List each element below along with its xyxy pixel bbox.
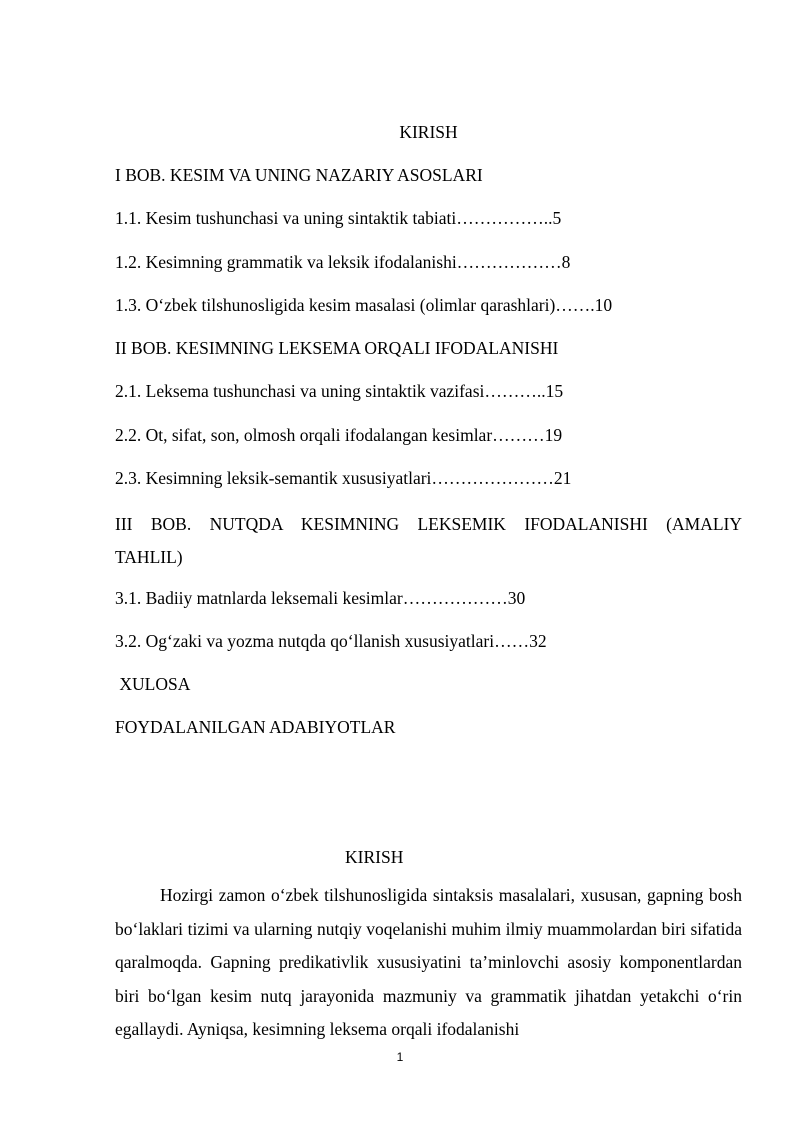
- intro-paragraph: Hozirgi zamon o‘zbek tilshunosligida sintaksis masalalari, xususan, gapning bosh bo‘laklari tizimi va ularning nutqiy voqelanishi muhim ilmiy muammolardan biri sifatida qaralmoqda. Gapning predikativlik xususiyatini ta’minlovchi asosiy komponentlardan biri bo‘lgan kesim nutq jarayonida mazmuniy va grammatik jihatdan yetakchi o‘rin egallaydi. Ayniqsa, kesimning leksema orqali ifodalanishi: [115, 885, 742, 1039]
- toc-heading: KIRISH: [399, 122, 458, 142]
- toc-chapter-2: II BOB. KESIMNING LEKSEMA ORQALI IFODALANISHI: [115, 338, 559, 358]
- toc-section-3-1: 3.1. Badiiy matnlarda leksemali kesimlar………………30: [115, 588, 526, 608]
- page-number: 1: [396, 1050, 404, 1064]
- toc-conclusion: XULOSA: [115, 674, 191, 694]
- toc-chapter-3: III BOB. NUTQDA KESIMNING LEKSEMIK IFODALANISHI (AMALIY TAHLIL): [115, 514, 742, 567]
- toc-chapter-1: I BOB. KESIM VA UNING NAZARIY ASOSLARI: [115, 165, 483, 185]
- toc-section-1-2: 1.2. Kesimning grammatik va leksik ifodalanishi………………8: [115, 252, 571, 272]
- toc-section-2-1: 2.1. Leksema tushunchasi va uning sintaktik vazifasi………..15: [115, 381, 564, 401]
- toc-section-3-2: 3.2. Og‘zaki va yozma nutqda qo‘llanish xususiyatlari……32: [115, 631, 547, 651]
- toc-section-2-2: 2.2. Ot, sifat, son, olmosh orqali ifodalangan kesimlar………19: [115, 425, 563, 445]
- intro-heading: KIRISH: [345, 847, 404, 867]
- toc-references: FOYDALANILGAN ADABIYOTLAR: [115, 717, 396, 737]
- toc-section-2-3: 2.3. Kesimning leksik-semantik xususiyatlari…………………21: [115, 468, 572, 488]
- toc-section-1-3: 1.3. O‘zbek tilshunosligida kesim masalasi (olimlar qarashlari)…….10: [115, 295, 613, 315]
- toc-section-1-1: 1.1. Kesim tushunchasi va uning sintaktik tabiati……………..5: [115, 208, 562, 228]
